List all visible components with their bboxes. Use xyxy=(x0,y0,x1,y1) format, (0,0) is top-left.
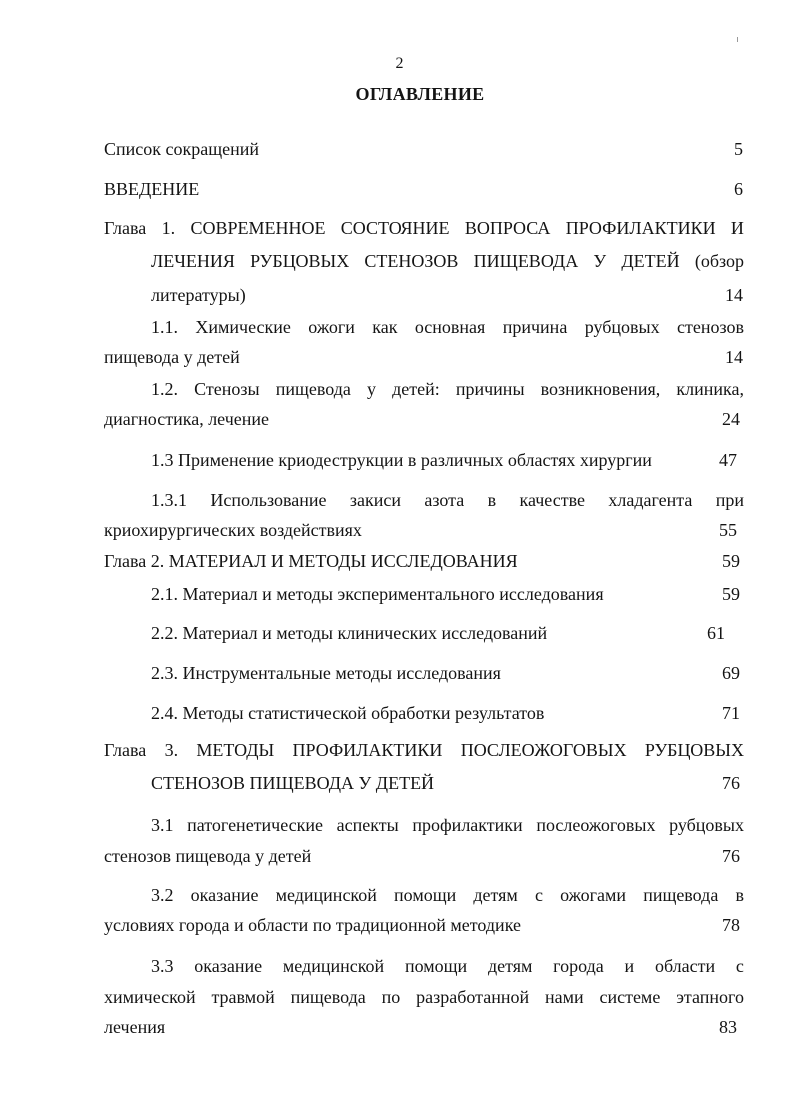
toc-word: РУБЦОВЫХ xyxy=(250,251,350,271)
toc-word: ДЕТЕЙ xyxy=(621,251,680,271)
toc-word: у xyxy=(366,379,376,399)
toc-entry-line[interactable] xyxy=(151,316,744,338)
toc-entry-text[interactable]: ВВЕДЕНИЕ xyxy=(104,179,200,199)
toc-word: ПРОФИЛАКТИКИ xyxy=(565,218,716,238)
toc-word: (обзор xyxy=(694,251,744,271)
toc-heading: ОГЛАВЛЕНИЕ xyxy=(355,84,485,104)
toc-word: по xyxy=(381,987,401,1007)
toc-entry-line[interactable] xyxy=(151,378,744,400)
toc-entry-text[interactable]: СТЕНОЗОВ ПИЩЕВОДА У ДЕТЕЙ xyxy=(151,773,435,793)
toc-entry-line[interactable] xyxy=(151,884,744,906)
toc-word: как xyxy=(372,317,398,337)
toc-word: СОСТОЯНИЕ xyxy=(340,218,450,238)
toc-word: основная xyxy=(414,317,486,337)
toc-word: клиника, xyxy=(676,379,744,399)
toc-word: детям xyxy=(473,885,518,905)
toc-entry-page: 61 xyxy=(707,623,725,643)
toc-word: 3. xyxy=(164,740,179,760)
toc-word: химической xyxy=(104,987,196,1007)
toc-word: оказание xyxy=(190,885,259,905)
toc-entry-text[interactable]: 2.3. Инструментальные методы исследования xyxy=(151,663,501,683)
toc-word: Химические xyxy=(195,317,291,337)
toc-word: области xyxy=(654,956,716,976)
toc-entry-page: 6 xyxy=(734,179,743,199)
toc-word: пищевода xyxy=(290,987,366,1007)
toc-word: Стенозы xyxy=(194,379,260,399)
toc-word: 3.2 xyxy=(151,885,174,905)
toc-word: причина xyxy=(502,317,568,337)
toc-word: Глава xyxy=(104,740,147,760)
toc-entry-page: 76 xyxy=(722,846,740,866)
toc-word: азота xyxy=(424,490,465,510)
toc-word: СОВРЕМЕННОЕ xyxy=(190,218,326,238)
toc-word: пищевода xyxy=(643,885,719,905)
toc-word: хладагента xyxy=(608,490,693,510)
toc-word: аспекты xyxy=(336,815,399,835)
toc-word: 1.2. xyxy=(151,379,178,399)
toc-word: города xyxy=(553,956,604,976)
toc-entry-page: 76 xyxy=(722,773,740,793)
toc-word: ПИЩЕВОДА xyxy=(473,251,579,271)
toc-entry-text[interactable]: лечения xyxy=(104,1017,166,1037)
toc-word: детям xyxy=(487,956,533,976)
toc-entry-line[interactable] xyxy=(151,250,744,272)
toc-word: СТЕНОЗОВ xyxy=(364,251,459,271)
toc-word: ожоги xyxy=(308,317,355,337)
toc-word: разработанной xyxy=(416,987,530,1007)
toc-entry-page: 55 xyxy=(719,520,737,540)
toc-entry-page: 83 xyxy=(719,1017,737,1037)
toc-entry-line[interactable] xyxy=(104,739,744,761)
toc-entry-page: 71 xyxy=(722,703,740,723)
toc-entry-text[interactable]: пищевода у детей xyxy=(104,347,240,367)
scan-mark xyxy=(737,37,738,42)
toc-entry-text[interactable]: диагностика, лечение xyxy=(104,409,270,429)
toc-word: этапного xyxy=(676,987,744,1007)
toc-entry-text[interactable]: 1.3 Применение криодеструкции в различных областях хирургии xyxy=(151,450,652,470)
toc-word: травмой xyxy=(211,987,275,1007)
toc-word: 1. xyxy=(161,218,176,238)
toc-word: медицинской xyxy=(282,956,385,976)
toc-word: медицинской xyxy=(275,885,377,905)
toc-entry-page: 69 xyxy=(722,663,740,683)
toc-word: закиси xyxy=(349,490,401,510)
toc-word: РУБЦОВЫХ xyxy=(644,740,744,760)
toc-entry-text[interactable]: 2.2. Материал и методы клинических исследований xyxy=(151,623,548,643)
toc-word: системе xyxy=(599,987,661,1007)
toc-word: рубцовых xyxy=(669,815,744,835)
toc-entry-text[interactable]: Список сокращений xyxy=(104,139,259,159)
toc-word: Глава xyxy=(104,218,147,238)
toc-entry-page: 14 xyxy=(725,347,743,367)
toc-word: рубцовых xyxy=(584,317,660,337)
toc-entry-text[interactable]: стенозов пищевода у детей xyxy=(104,846,312,866)
toc-entry-line[interactable] xyxy=(151,955,744,977)
toc-word: послеожоговых xyxy=(536,815,656,835)
toc-entry-text[interactable]: 2.1. Материал и методы экспериментального исследования xyxy=(151,584,604,604)
toc-entry-text[interactable]: литературы) xyxy=(151,285,246,305)
toc-word: в xyxy=(487,490,497,510)
toc-entry-text[interactable]: Глава 2. МАТЕРИАЛ И МЕТОДЫ ИССЛЕДОВАНИЯ xyxy=(104,551,518,571)
toc-entry-page: 24 xyxy=(722,409,740,429)
toc-word: и xyxy=(624,956,635,976)
toc-entry-page: 59 xyxy=(722,551,740,571)
toc-entry-page: 14 xyxy=(725,285,743,305)
toc-word: 1.3.1 xyxy=(151,490,187,510)
toc-word: с xyxy=(534,885,543,905)
toc-entry-line[interactable] xyxy=(151,814,744,836)
toc-word: помощи xyxy=(394,885,457,905)
toc-word: стенозов xyxy=(677,317,744,337)
toc-word: 3.3 xyxy=(151,956,174,976)
toc-word: Использование xyxy=(210,490,327,510)
toc-word: 1.1. xyxy=(151,317,178,337)
toc-entry-page: 78 xyxy=(722,915,740,935)
page-number: 2 xyxy=(395,55,404,72)
toc-entry-text[interactable]: криохирургических воздействиях xyxy=(104,520,362,540)
toc-word: профилактики xyxy=(412,815,523,835)
toc-word: помощи xyxy=(404,956,468,976)
toc-word: патогенетические xyxy=(187,815,324,835)
toc-word: в xyxy=(735,885,744,905)
toc-entry-line[interactable] xyxy=(104,217,744,239)
toc-word: И xyxy=(730,218,744,238)
toc-word: ВОПРОСА xyxy=(464,218,551,238)
toc-entry-text[interactable]: 2.4. Методы статистической обработки результатов xyxy=(151,703,545,723)
toc-word: ЛЕЧЕНИЯ xyxy=(151,251,235,271)
toc-word: МЕТОДЫ xyxy=(196,740,275,760)
toc-entry-text[interactable]: условиях города и области по традиционной методике xyxy=(104,915,521,935)
toc-word: при xyxy=(715,490,744,510)
toc-word: пищевода xyxy=(275,379,351,399)
toc-word: 3.1 xyxy=(151,815,174,835)
toc-word: нами xyxy=(544,987,584,1007)
toc-word: ПОСЛЕОЖОГОВЫХ xyxy=(460,740,627,760)
toc-word: оказание xyxy=(194,956,263,976)
toc-word: с xyxy=(735,956,744,976)
toc-word: возникновения, xyxy=(540,379,661,399)
toc-entry-page: 59 xyxy=(722,584,740,604)
toc-entry-page: 47 xyxy=(719,450,737,470)
toc-word: качестве xyxy=(519,490,585,510)
toc-entry-line[interactable] xyxy=(104,986,744,1008)
toc-entry-line[interactable] xyxy=(151,489,744,511)
toc-word: ожогами xyxy=(560,885,627,905)
toc-entry-page: 5 xyxy=(734,139,743,159)
toc-word: У xyxy=(593,251,607,271)
toc-word: детей: xyxy=(392,379,440,399)
toc-word: причины xyxy=(455,379,525,399)
toc-word: ПРОФИЛАКТИКИ xyxy=(292,740,443,760)
